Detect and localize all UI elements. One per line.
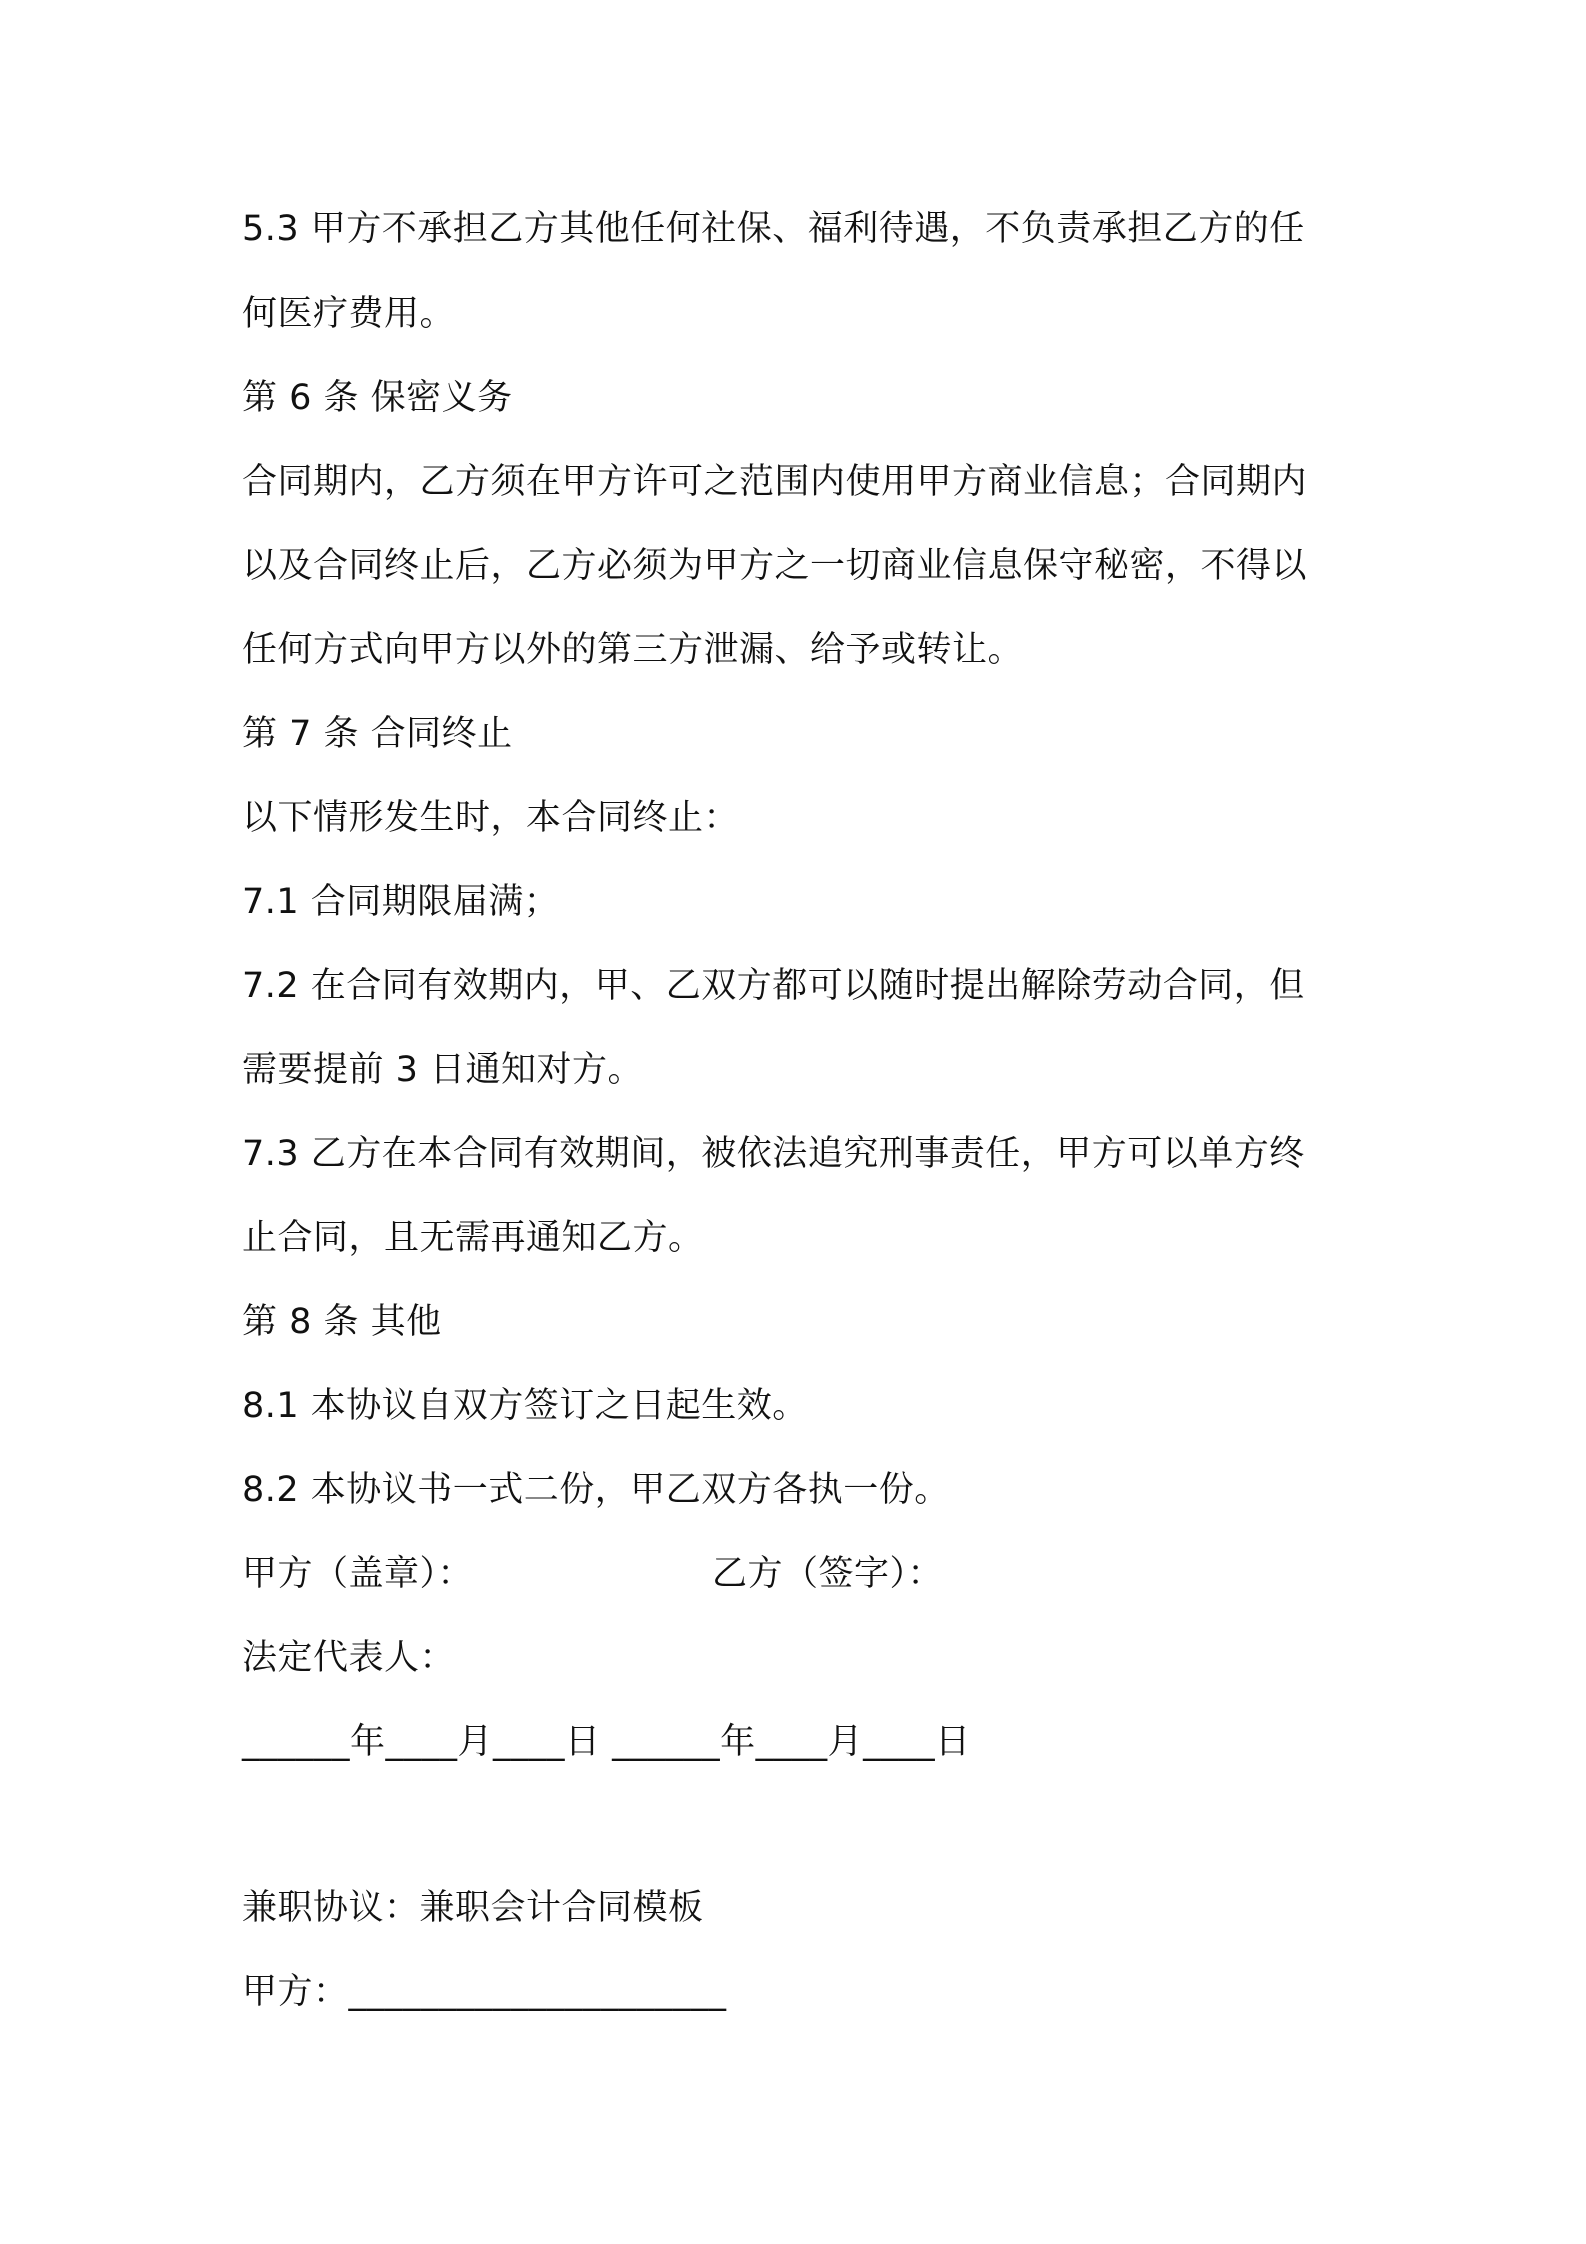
clause-8-1: 8.1 本协议自双方签订之日起生效。 <box>242 1386 808 1426</box>
article-7-heading: 第 7 条 合同终止 <box>242 714 513 754</box>
article-8-heading: 第 8 条 其他 <box>242 1302 442 1342</box>
clause-5-3-line-2: 何医疗费用。 <box>242 294 456 334</box>
legal-rep-label: 法定代表人： <box>242 1638 456 1678</box>
signature-row <box>242 1550 944 1598</box>
document-page <box>242 0 1362 2244</box>
clause-5-3-line-1: 5.3 甲方不承担乙方其他任何社保、福利待遇，不负责承担乙方的任 <box>242 209 1305 249</box>
party-a-seal-label: 甲方（盖章）： <box>242 1554 474 1594</box>
date-line: ______年____月____日 ______年____月____日 <box>242 1722 971 1762</box>
next-doc-party-a-line: 甲方：_____________________ <box>242 1972 727 2012</box>
clause-7-1: 7.1 合同期限届满； <box>242 882 560 922</box>
clause-7-3-line-2: 止合同，且无需再通知乙方。 <box>242 1218 704 1258</box>
party-b-sign-label: 乙方（签字）： <box>712 1554 944 1594</box>
clause-7-2-line-2: 需要提前 3 日通知对方。 <box>242 1050 644 1090</box>
article-6-heading: 第 6 条 保密义务 <box>242 378 513 418</box>
article-7-intro: 以下情形发生时，本合同终止： <box>242 798 740 838</box>
article-6-line-3: 任何方式向甲方以外的第三方泄漏、给予或转让。 <box>242 630 1024 670</box>
article-6-line-1: 合同期内，乙方须在甲方许可之范围内使用甲方商业信息；合同期内 <box>242 462 1308 502</box>
next-doc-title: 兼职协议：兼职会计合同模板 <box>242 1888 704 1928</box>
article-6-line-2: 以及合同终止后，乙方必须为甲方之一切商业信息保守秘密，不得以 <box>242 546 1308 586</box>
clause-7-2-line-1: 7.2 在合同有效期内，甲、乙双方都可以随时提出解除劳动合同，但 <box>242 966 1305 1006</box>
clause-8-2: 8.2 本协议书一式二份，甲乙双方各执一份。 <box>242 1470 950 1510</box>
clause-7-3-line-1: 7.3 乙方在本合同有效期间，被依法追究刑事责任，甲方可以单方终 <box>242 1134 1305 1174</box>
